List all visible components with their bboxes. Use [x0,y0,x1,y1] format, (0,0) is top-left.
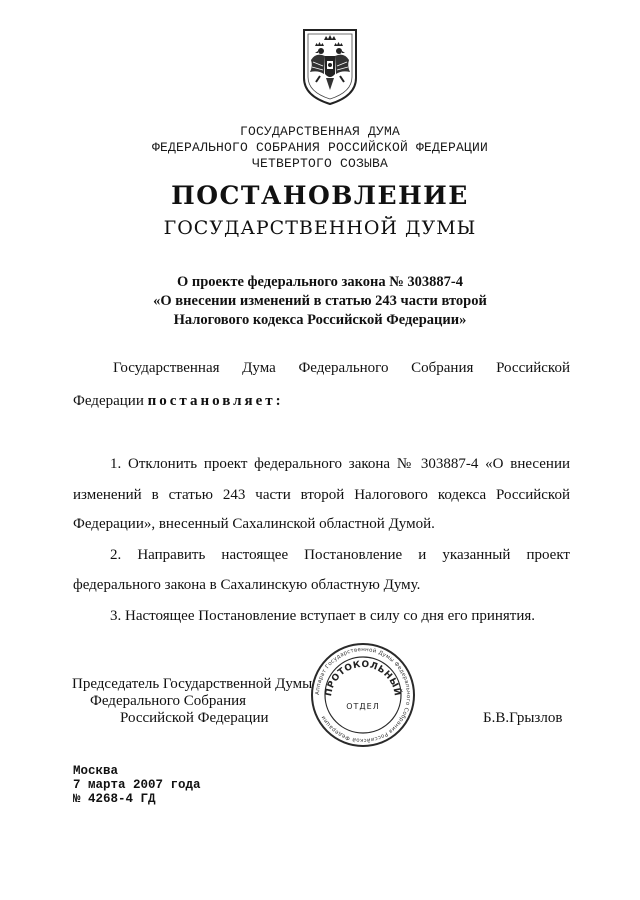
header-line-federal-assembly: ФЕДЕРАЛЬНОГО СОБРАНИЯ РОССИЙСКОЙ ФЕДЕРАЦИИ [151,140,489,155]
preamble-verb: постановляет: [147,393,284,409]
item-2-line: 2. Направить настоящее Постановление и указанный проект [110,547,570,563]
header-line-duma: ГОСУДАРСТВЕННАЯ ДУМА [239,124,401,139]
signature-position-line: Федерального Собрания [90,693,247,709]
stamp-center-text: ОТДЕЛ [346,702,380,711]
signature-position-line: Российской Федерации [120,710,269,726]
protocol-department-stamp [309,641,417,749]
document-subject [0,273,640,330]
item-2-line: федерального закона в Сахалинскую областную Думу. [73,577,421,593]
signatory-name: Б.В.Грызлов [483,710,563,726]
subject-line: Налогового кодекса Российской Федерации» [173,312,467,328]
stamp-arc-text: ПРОТОКОЛЬНЫЙ [323,659,403,698]
subject-line: «О внесении изменений в статью 243 части второй [153,293,487,309]
item-3-line: 3. Настоящее Постановление вступает в силу со дня его принятия. [110,608,536,624]
svg-text:ПРОТОКОЛЬНЫЙ [324,660,404,697]
preamble-prefix: Федерации [73,393,144,409]
footer-number: № 4268-4 ГД [73,792,156,806]
subject-line: О проекте федерального закона № 303887-4 [176,274,464,290]
signature-position-line: Председатель Государственной Думы [72,676,313,692]
preamble-line: Государственная Дума Федерального Собрания Российской [113,360,570,376]
item-1-line: изменений в статью 243 части второй Налогового кодекса Российской [73,487,570,503]
stamp-ring-text: Аппарат Государственной Думы Федерального Собрания Российской Федерации [314,646,412,744]
item-1-line: 1. Отклонить проект федерального закона № 303887-4 «О внесении [110,456,570,472]
item-1-line: Федерации», внесенный Сахалинской областной Думой. [73,516,435,532]
document-subtitle: ГОСУДАРСТВЕННОЙ ДУМЫ [163,217,477,239]
footer-date: 7 марта 2007 года [73,778,201,792]
state-emblem-icon [298,26,362,108]
document-title: ПОСТАНОВЛЕНИЕ [171,181,469,210]
footer-city: Москва [73,764,119,778]
preamble-line-2 [73,392,284,411]
header-line-convocation: ЧЕТВЕРТОГО СОЗЫВА [251,156,389,171]
